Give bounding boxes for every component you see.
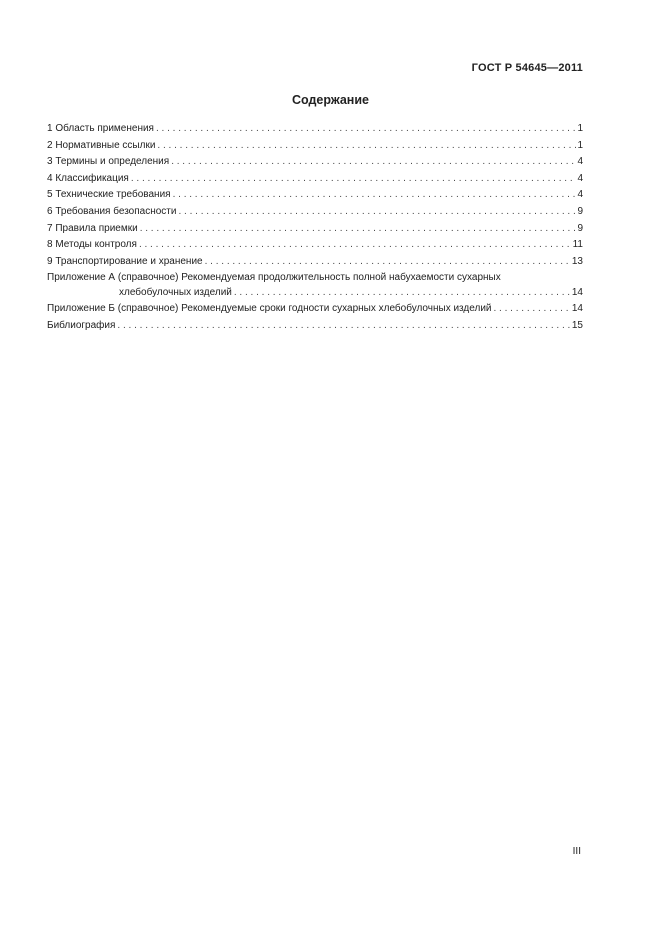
toc-entry-5[interactable] (47, 187, 583, 204)
toc-entry-label: 4 Классификация (47, 172, 129, 184)
toc-entry-page: 9 (577, 205, 583, 217)
toc-entry-page: 14 (571, 303, 583, 315)
toc-entry-page: 9 (577, 222, 583, 234)
toc-entry-page: 15 (571, 319, 583, 331)
toc-entry-label: 6 Требования безопасности (47, 205, 177, 217)
toc-entry-page: 1 (577, 123, 583, 134)
toc-entry-label: 9 Транспортирование и хранение (47, 255, 203, 267)
toc-entry-page: 11 (572, 239, 583, 251)
toc-entry-page: 14 (571, 287, 583, 299)
toc-entry-label: 5 Технические требования (47, 189, 171, 201)
toc-leader-dots (494, 301, 571, 318)
toc-leader-dots (178, 204, 576, 221)
toc-leader-dots (157, 138, 576, 155)
toc-leader-dots (205, 254, 571, 271)
toc-leader-dots (171, 154, 576, 171)
toc-entry-3[interactable] (47, 154, 583, 171)
toc-entry-8[interactable] (47, 237, 583, 254)
toc-entry-page: 13 (571, 255, 583, 267)
table-of-contents (47, 121, 583, 335)
toc-entry-9[interactable] (47, 254, 583, 271)
toc-entry-page: 1 (577, 139, 583, 151)
toc-entry-6[interactable] (47, 204, 583, 221)
toc-entry-label: 8 Методы контроля (47, 239, 137, 251)
toc-entry-4[interactable] (47, 171, 583, 188)
toc-entry-label-line1: Приложение А (справочное) Рекомендуемая продолжительность полной набухаемости сухарных (47, 272, 501, 284)
toc-entry-appendix-b[interactable] (47, 301, 583, 318)
toc-entry-label: 2 Нормативные ссылки (47, 139, 156, 151)
toc-leader-dots (173, 187, 577, 204)
toc-entry-page: 4 (577, 156, 583, 168)
toc-leader-dots (117, 318, 570, 335)
toc-entry-2[interactable] (47, 138, 583, 155)
toc-entry-label: 1 Область применения (47, 123, 154, 134)
document-code: ГОСТ Р 54645—2011 (471, 62, 583, 74)
toc-leader-dots (156, 121, 576, 138)
toc-entry-page: 4 (577, 172, 583, 184)
toc-entry-page: 4 (577, 189, 583, 201)
page-number: III (572, 846, 581, 857)
toc-title: Содержание (291, 93, 369, 107)
toc-entry-bibliography[interactable] (47, 318, 583, 335)
toc-leader-dots (234, 285, 571, 301)
toc-entry-label: Библиография (47, 319, 116, 331)
toc-leader-dots (139, 237, 572, 254)
toc-leader-dots (131, 171, 577, 188)
toc-entry-1[interactable] (47, 121, 583, 138)
toc-entry-label: 3 Термины и определения (47, 156, 170, 168)
toc-entry-7[interactable] (47, 221, 583, 238)
toc-entry-label: Приложение Б (справочное) Рекомендуемые сроки годности сухарных хлебобулочных изделий (47, 303, 492, 315)
toc-leader-dots (140, 221, 577, 238)
toc-entry-label: 7 Правила приемки (47, 222, 138, 234)
toc-entry-appendix-a[interactable] (47, 270, 583, 301)
toc-entry-label-line2: хлебобулочных изделий (119, 287, 232, 299)
